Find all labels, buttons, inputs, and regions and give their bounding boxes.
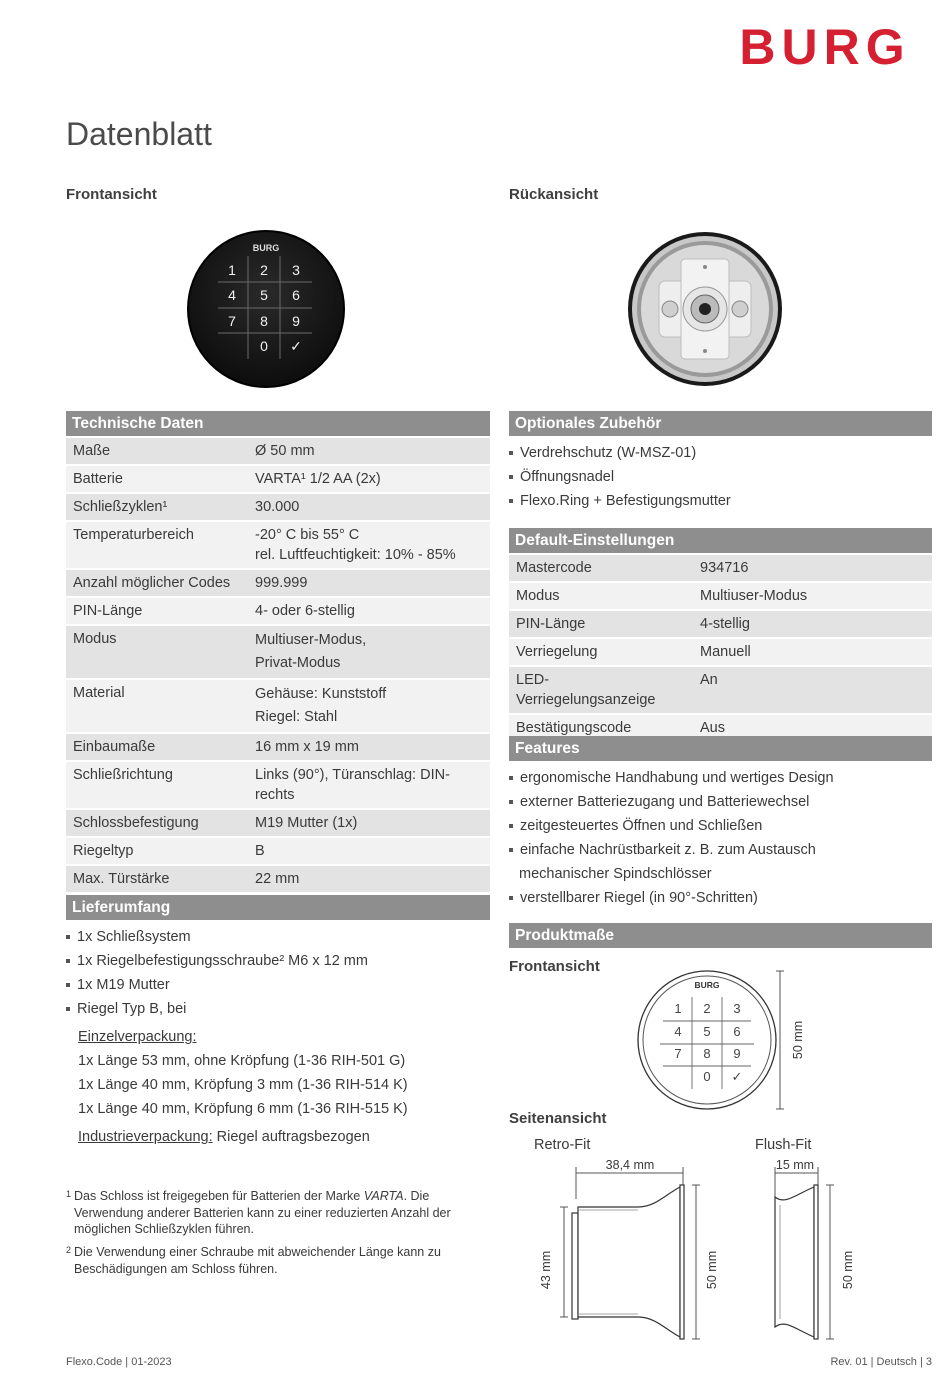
row-key: Mastercode [509, 554, 693, 582]
key-6: 6 [292, 287, 300, 303]
side-dimension-drawing [530, 1155, 860, 1345]
row-value: B [248, 837, 490, 865]
lock-back-image [625, 229, 785, 389]
list-item: 1x Schließsystem [66, 925, 490, 949]
front-dimension-drawing [630, 965, 820, 1115]
list-item: zeitgesteuertes Öffnen und Schließen [509, 814, 932, 838]
table-row [509, 554, 932, 582]
list-item: Riegel Typ B, bei [66, 997, 490, 1021]
row-value: 22 mm [248, 865, 490, 892]
row-key: Schließzyklen¹ [66, 493, 248, 521]
svg-text:2: 2 [703, 1001, 711, 1016]
list-item: verstellbarer Riegel (in 90°-Schritten) [509, 886, 932, 910]
optional-heading: Optionales Zubehör [509, 411, 932, 436]
dim-keypad-logo: BURG [694, 980, 720, 990]
svg-text:7: 7 [674, 1046, 682, 1061]
row-key: Modus [509, 582, 693, 610]
flush-width: 15 mm [775, 1158, 815, 1172]
row-value: Privat-Modus [255, 655, 341, 671]
burg-logo [715, 20, 935, 70]
dim-front-height: 50 mm [791, 1020, 805, 1060]
row-value: Multiuser-Modus [693, 582, 932, 610]
row-key: Einbaumaße [66, 733, 248, 761]
dim-side-label: Seitenansicht [509, 1110, 607, 1127]
retro-width: 38,4 mm [605, 1158, 655, 1172]
key-0: 0 [260, 338, 268, 354]
table-row [66, 679, 490, 733]
row-key: Material [66, 679, 248, 733]
table-row [509, 582, 932, 610]
svg-text:3: 3 [733, 1001, 741, 1016]
row-value: VARTA¹ 1/2 AA (2x) [248, 465, 490, 493]
row-value: Ø 50 mm [248, 437, 490, 465]
row-key: Max. Türstärke [66, 865, 248, 892]
row-key: Schließrichtung [66, 761, 248, 809]
table-row [66, 597, 490, 625]
svg-text:8: 8 [703, 1046, 711, 1061]
single-pack-label: Einzelverpackung: [78, 1029, 197, 1045]
svg-text:✓: ✓ [731, 1069, 743, 1084]
table-row [66, 809, 490, 837]
key-7: 7 [228, 313, 236, 329]
list-item: externer Batteriezugang und Batteriewechsel [509, 790, 932, 814]
table-row [66, 521, 490, 569]
table-row [66, 569, 490, 597]
table-row [66, 761, 490, 809]
svg-text:1: 1 [674, 1001, 682, 1016]
row-key: Anzahl möglicher Codes [66, 569, 248, 597]
row-key: Schlossbefestigung [66, 809, 248, 837]
svg-text:4: 4 [674, 1024, 682, 1039]
dimensions-section [509, 923, 932, 948]
row-value: 4- oder 6-stellig [248, 597, 490, 625]
features-continuation: mechanischer Spindschlösser [519, 866, 712, 882]
row-value: rel. Luftfeuchtigkeit: 10% - 85% [255, 547, 456, 563]
page-number: 3 [925, 1356, 932, 1368]
row-value: Riegel: Stahl [255, 709, 338, 725]
logo-mark [715, 20, 935, 70]
row-value: Links (90°), Türanschlag: DIN- [255, 767, 450, 783]
flush-fit-label: Flush-Fit [755, 1137, 812, 1153]
keypad-logo: BURG [252, 243, 280, 253]
list-item: ergonomische Handhabung und wertiges Design [509, 766, 932, 790]
row-key: Verriegelung [509, 638, 693, 666]
retro-small-height: 43 mm [539, 1250, 553, 1290]
optional-section [509, 411, 932, 513]
tech-data-heading: Technische Daten [66, 411, 490, 436]
keypad-front-image [186, 229, 346, 389]
list-item: Öffnungsnadel [509, 465, 932, 489]
key-5: 5 [260, 287, 268, 303]
table-row [509, 666, 932, 714]
back-view-label: Rückansicht [509, 186, 599, 203]
footnote-2-mark: 2 [66, 1245, 72, 1255]
row-key: Modus [66, 625, 248, 679]
row-value: An [693, 666, 932, 714]
row-value: M19 Mutter (1x) [248, 809, 490, 837]
row-value: Multiuser-Modus, [255, 632, 367, 648]
front-view-label: Frontansicht [66, 186, 157, 203]
dim-front-label: Frontansicht [509, 958, 600, 975]
row-value: -20° C bis 55° C [255, 527, 360, 543]
single-pack-line: 1x Länge 40 mm, Kröpfung 6 mm (1-36 RIH-515 K) [78, 1101, 408, 1117]
table-row [66, 437, 490, 465]
delivery-list [66, 925, 490, 1021]
optional-list [509, 441, 932, 513]
row-value: 16 mm x 19 mm [248, 733, 490, 761]
row-value: 999.999 [248, 569, 490, 597]
table-row [66, 465, 490, 493]
svg-text:0: 0 [703, 1069, 711, 1084]
retro-height: 50 mm [705, 1250, 719, 1290]
retro-fit-label: Retro-Fit [534, 1137, 591, 1153]
row-value: Gehäuse: Kunststoff [255, 686, 387, 702]
features-section [509, 736, 932, 910]
footnote-2: 2 Die Verwendung einer Schraube mit abweichender Länge kann zu Beschädigungen am Schloss führen. [66, 1244, 486, 1277]
dimensions-heading: Produktmaße [509, 923, 932, 948]
row-value: 934716 [693, 554, 932, 582]
list-item: Verdrehschutz (W-MSZ-01) [509, 441, 932, 465]
row-value: Manuell [693, 638, 932, 666]
page-title: Datenblatt [66, 116, 212, 152]
features-list-end [509, 886, 932, 910]
table-row [66, 837, 490, 865]
footer-right [830, 1356, 932, 1368]
svg-text:6: 6 [733, 1024, 741, 1039]
list-item: einfache Nachrüstbarkeit z. B. zum Austausch [509, 838, 932, 862]
single-pack-line: 1x Länge 53 mm, ohne Kröpfung (1-36 RIH-501 G) [78, 1053, 406, 1069]
footer-left: Flexo.Code | 01-2023 [66, 1356, 172, 1368]
row-value: 30.000 [248, 493, 490, 521]
row-value: 4-stellig [693, 610, 932, 638]
row-key: PIN-Länge [66, 597, 248, 625]
row-key: Temperaturbereich [66, 521, 248, 569]
industry-pack-label: Industrieverpackung: [78, 1129, 213, 1145]
table-row [509, 638, 932, 666]
tech-data-section [66, 411, 490, 892]
flush-height: 50 mm [841, 1250, 855, 1290]
table-row [66, 493, 490, 521]
table-row [66, 733, 490, 761]
svg-text:9: 9 [733, 1046, 741, 1061]
row-value: Aus [693, 714, 932, 741]
list-item: 1x Riegelbefestigungsschraube² M6 x 12 mm [66, 949, 490, 973]
row-key: Batterie [66, 465, 248, 493]
list-item: 1x M19 Mutter [66, 973, 490, 997]
footnote-1: 1 Das Schloss ist freigegeben für Batterien der Marke VARTA. Die Verwendung anderer Batterien kann zu einer reduzierten Anzahl der möglichen Schließzyklen führen. [66, 1188, 486, 1238]
row-key: LED-Verriegelungsanzeige [509, 666, 693, 714]
logo-text: BURG [739, 20, 911, 70]
key-2: 2 [260, 262, 268, 278]
industry-pack-text: Riegel auftragsbezogen [212, 1129, 370, 1145]
key-8: 8 [260, 313, 268, 329]
table-row [509, 610, 932, 638]
svg-text:5: 5 [703, 1024, 711, 1039]
delivery-section [66, 895, 490, 1149]
key-9: 9 [292, 313, 300, 329]
key-check: ✓ [290, 338, 302, 354]
tech-data-table [66, 436, 490, 892]
key-1: 1 [228, 262, 236, 278]
row-value: rechts [255, 787, 295, 803]
table-row [66, 625, 490, 679]
defaults-table [509, 553, 932, 741]
table-row [66, 865, 490, 892]
defaults-heading: Default-Einstellungen [509, 528, 932, 553]
single-pack-line: 1x Länge 40 mm, Kröpfung 3 mm (1-36 RIH-514 K) [78, 1077, 408, 1093]
row-key: Riegeltyp [66, 837, 248, 865]
row-key: PIN-Länge [509, 610, 693, 638]
key-4: 4 [228, 287, 236, 303]
key-3: 3 [292, 262, 300, 278]
features-list [509, 766, 932, 862]
list-item: Flexo.Ring + Befestigungsmutter [509, 489, 932, 513]
delivery-heading: Lieferumfang [66, 895, 490, 920]
row-key: Maße [66, 437, 248, 465]
footer-rev: Rev. 01 | Deutsch | [830, 1356, 926, 1368]
defaults-section [509, 528, 932, 741]
features-heading: Features [509, 736, 932, 761]
row-key: Bestätigungscode [509, 714, 693, 741]
footnote-1-mark: 1 [66, 1189, 72, 1199]
